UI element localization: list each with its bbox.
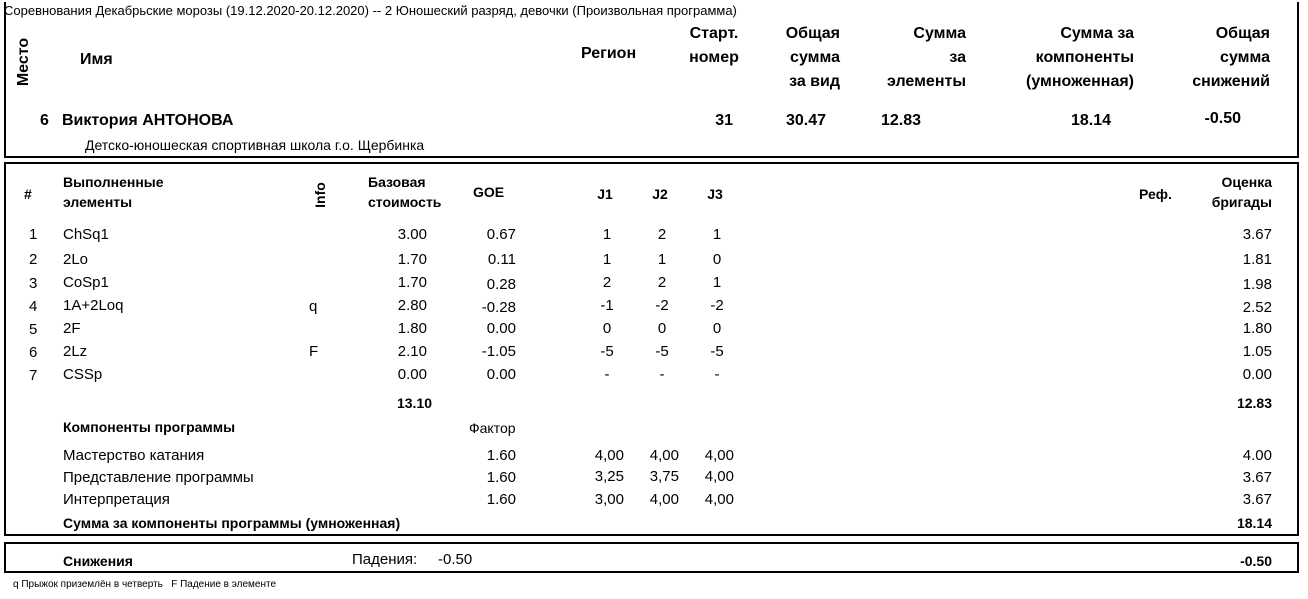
comp-row-2-name: Представление программы — [63, 469, 254, 486]
comp-row-3-j3: 4,00 — [704, 491, 734, 508]
el-header-j3: J3 — [707, 186, 723, 202]
comp-row-3-j1: 3,00 — [594, 491, 624, 508]
el-row-5-goe: 0.00 — [486, 320, 516, 337]
footnote: q Прыжок приземлён в четверть F Падение в элементе — [13, 579, 277, 590]
competition-title: Соревнования Декабрьские морозы (19.12.2020-20.12.2020) -- 2 Юношеский разряд, девочки (Произвольная программа) — [4, 3, 737, 18]
el-header-ref: Реф. — [1139, 186, 1172, 202]
header-name: Имя — [80, 51, 113, 68]
el-row-4-j3: -2 — [710, 297, 724, 314]
el-header-j1: J1 — [597, 186, 613, 202]
el-row-1-goe: 0.67 — [486, 226, 516, 243]
el-header-base-l1: Базовая — [368, 174, 426, 190]
header-place: Место — [15, 37, 32, 87]
header-elements-l3: элементы — [887, 73, 966, 90]
header-start-l1: Старт. — [689, 25, 739, 42]
score-total: 12.83 — [1236, 395, 1272, 411]
el-row-4-info: q — [309, 298, 318, 315]
el-row-4-score: 2.52 — [1242, 299, 1272, 316]
el-row-1-j2: 2 — [657, 226, 667, 243]
skater-total: 30.47 — [785, 112, 826, 129]
comp-row-1-factor: 1.60 — [486, 447, 516, 464]
header-components-l2: компоненты — [1035, 49, 1134, 66]
el-row-5-j3: 0 — [712, 320, 722, 337]
el-row-7-j3: - — [714, 366, 720, 383]
components-factor-label: Фактор — [469, 420, 516, 436]
header-total-l2: сумма — [790, 49, 840, 66]
header-elements-l1: Сумма — [913, 25, 966, 42]
el-header-base-l2: стоимость — [368, 194, 442, 210]
el-row-1-element: ChSq1 — [63, 226, 109, 243]
el-row-1-num: 1 — [29, 226, 38, 243]
comp-row-2-j1: 3,25 — [594, 468, 624, 485]
components-title: Компоненты программы — [63, 419, 236, 435]
el-row-6-base: 2.10 — [397, 343, 427, 360]
el-row-4-goe: -0.28 — [481, 299, 516, 316]
comp-row-1-j1: 4,00 — [594, 447, 624, 464]
el-row-6-goe: -1.05 — [481, 343, 516, 360]
el-row-4-element: 1A+2Loq — [63, 297, 124, 314]
el-row-5-element: 2F — [63, 320, 81, 337]
el-row-7-goe: 0.00 — [486, 366, 516, 383]
el-header-base — [368, 172, 441, 212]
el-row-6-info: F — [309, 343, 319, 360]
el-header-element-l1: Выполненные — [63, 174, 164, 190]
el-row-7-base: 0.00 — [397, 366, 427, 383]
el-row-1-j3: 1 — [712, 226, 722, 243]
el-row-7-score: 0.00 — [1242, 366, 1272, 383]
comp-row-2-j3: 4,00 — [704, 468, 734, 485]
header-start-l2: номер — [689, 49, 739, 66]
header-components — [1000, 22, 1134, 94]
el-row-1-j1: 1 — [602, 226, 612, 243]
el-row-4-num: 4 — [29, 298, 38, 315]
el-header-score-l2: бригады — [1211, 194, 1272, 210]
comp-row-3-j2: 4,00 — [649, 491, 679, 508]
skater-deductions: -0.50 — [1204, 110, 1241, 127]
el-row-3-score: 1.98 — [1242, 276, 1272, 293]
skater-name: Виктория АНТОНОВА — [62, 112, 234, 129]
header-deductions — [1170, 22, 1270, 94]
deductions-box — [4, 542, 1299, 573]
deductions-label: Снижения — [63, 553, 133, 569]
el-row-3-j1: 2 — [602, 274, 612, 291]
header-deductions-l3: снижений — [1192, 73, 1270, 90]
header-components-l3: (умноженная) — [1026, 73, 1134, 90]
el-row-2-goe: 0.11 — [487, 251, 516, 268]
header-deductions-l2: сумма — [1220, 49, 1270, 66]
components-sum-value: 18.14 — [1236, 515, 1272, 531]
el-row-7-element: CSSp — [63, 366, 103, 383]
skater-elements: 12.83 — [880, 112, 921, 129]
header-start — [680, 22, 748, 70]
falls-label: Падения: — [352, 551, 418, 568]
el-row-1-score: 3.67 — [1242, 226, 1272, 243]
el-row-6-element: 2Lz — [63, 343, 88, 360]
el-row-4-base: 2.80 — [397, 297, 427, 314]
el-row-3-j3: 1 — [712, 274, 722, 291]
skater-components: 18.14 — [1070, 112, 1111, 129]
comp-row-3-score: 3.67 — [1242, 491, 1272, 508]
header-deductions-l1: Общая — [1215, 25, 1270, 42]
el-row-2-element: 2Lo — [63, 251, 89, 268]
el-header-element — [63, 172, 164, 212]
el-row-3-num: 3 — [29, 275, 38, 292]
comp-row-2-j2: 3,75 — [649, 468, 679, 485]
el-row-6-num: 6 — [29, 344, 38, 361]
comp-row-2-score: 3.67 — [1242, 469, 1272, 486]
header-components-l1: Сумма за — [1060, 25, 1134, 42]
el-row-3-j2: 2 — [657, 274, 667, 291]
el-row-7-j1: - — [604, 366, 610, 383]
el-row-5-base: 1.80 — [397, 320, 427, 337]
el-header-goe: GOE — [473, 184, 505, 200]
el-row-6-score: 1.05 — [1242, 343, 1272, 360]
base-total: 13.10 — [396, 395, 432, 411]
el-row-6-j1: -5 — [600, 343, 614, 360]
comp-row-2-factor: 1.60 — [486, 469, 516, 486]
comp-row-1-j3: 4,00 — [704, 447, 734, 464]
el-row-3-base: 1.70 — [397, 274, 427, 291]
deductions-total: -0.50 — [1240, 553, 1272, 569]
el-row-5-score: 1.80 — [1242, 320, 1272, 337]
comp-row-1-name: Мастерство катания — [63, 447, 205, 464]
comp-row-3-name: Интерпретация — [63, 491, 170, 508]
skater-club: Детско-юношеская спортивная школа г.о. Щербинка — [85, 137, 425, 153]
falls-value: -0.50 — [438, 551, 473, 568]
el-row-3-element: CoSp1 — [63, 274, 109, 291]
el-header-num: # — [24, 186, 32, 202]
el-row-7-num: 7 — [29, 367, 38, 384]
el-row-2-j2: 1 — [657, 251, 667, 268]
el-row-5-j1: 0 — [602, 320, 612, 337]
el-header-score — [1180, 172, 1272, 212]
el-row-4-j1: -1 — [600, 297, 614, 314]
header-total — [760, 22, 840, 94]
comp-row-1-score: 4.00 — [1242, 447, 1272, 464]
el-row-2-score: 1.81 — [1242, 251, 1272, 268]
header-elements-l2: за — [949, 49, 966, 66]
header-elements — [866, 22, 966, 94]
el-row-6-j2: -5 — [655, 343, 669, 360]
el-header-element-l2: элементы — [63, 194, 133, 210]
el-row-5-num: 5 — [29, 321, 38, 338]
el-row-3-goe: 0.28 — [486, 276, 516, 293]
el-row-6-j3: -5 — [710, 343, 724, 360]
el-row-4-j2: -2 — [655, 297, 669, 314]
skater-start: 31 — [715, 112, 733, 129]
el-header-j2: J2 — [652, 186, 668, 202]
el-row-2-j1: 1 — [602, 251, 612, 268]
skater-place: 6 — [40, 112, 49, 129]
el-header-info: Info — [312, 182, 328, 208]
el-row-1-base: 3.00 — [397, 226, 427, 243]
comp-row-3-factor: 1.60 — [486, 491, 516, 508]
header-region: Регион — [581, 45, 637, 62]
el-header-score-l1: Оценка — [1221, 174, 1272, 190]
el-row-2-num: 2 — [29, 251, 38, 268]
header-total-l3: за вид — [789, 73, 840, 90]
el-row-2-base: 1.70 — [397, 251, 427, 268]
el-row-2-j3: 0 — [712, 251, 722, 268]
components-sum-label: Сумма за компоненты программы (умноженная) — [63, 515, 401, 531]
header-total-l1: Общая — [785, 25, 840, 42]
el-row-7-j2: - — [659, 366, 665, 383]
el-row-5-j2: 0 — [657, 320, 667, 337]
comp-row-1-j2: 4,00 — [649, 447, 679, 464]
